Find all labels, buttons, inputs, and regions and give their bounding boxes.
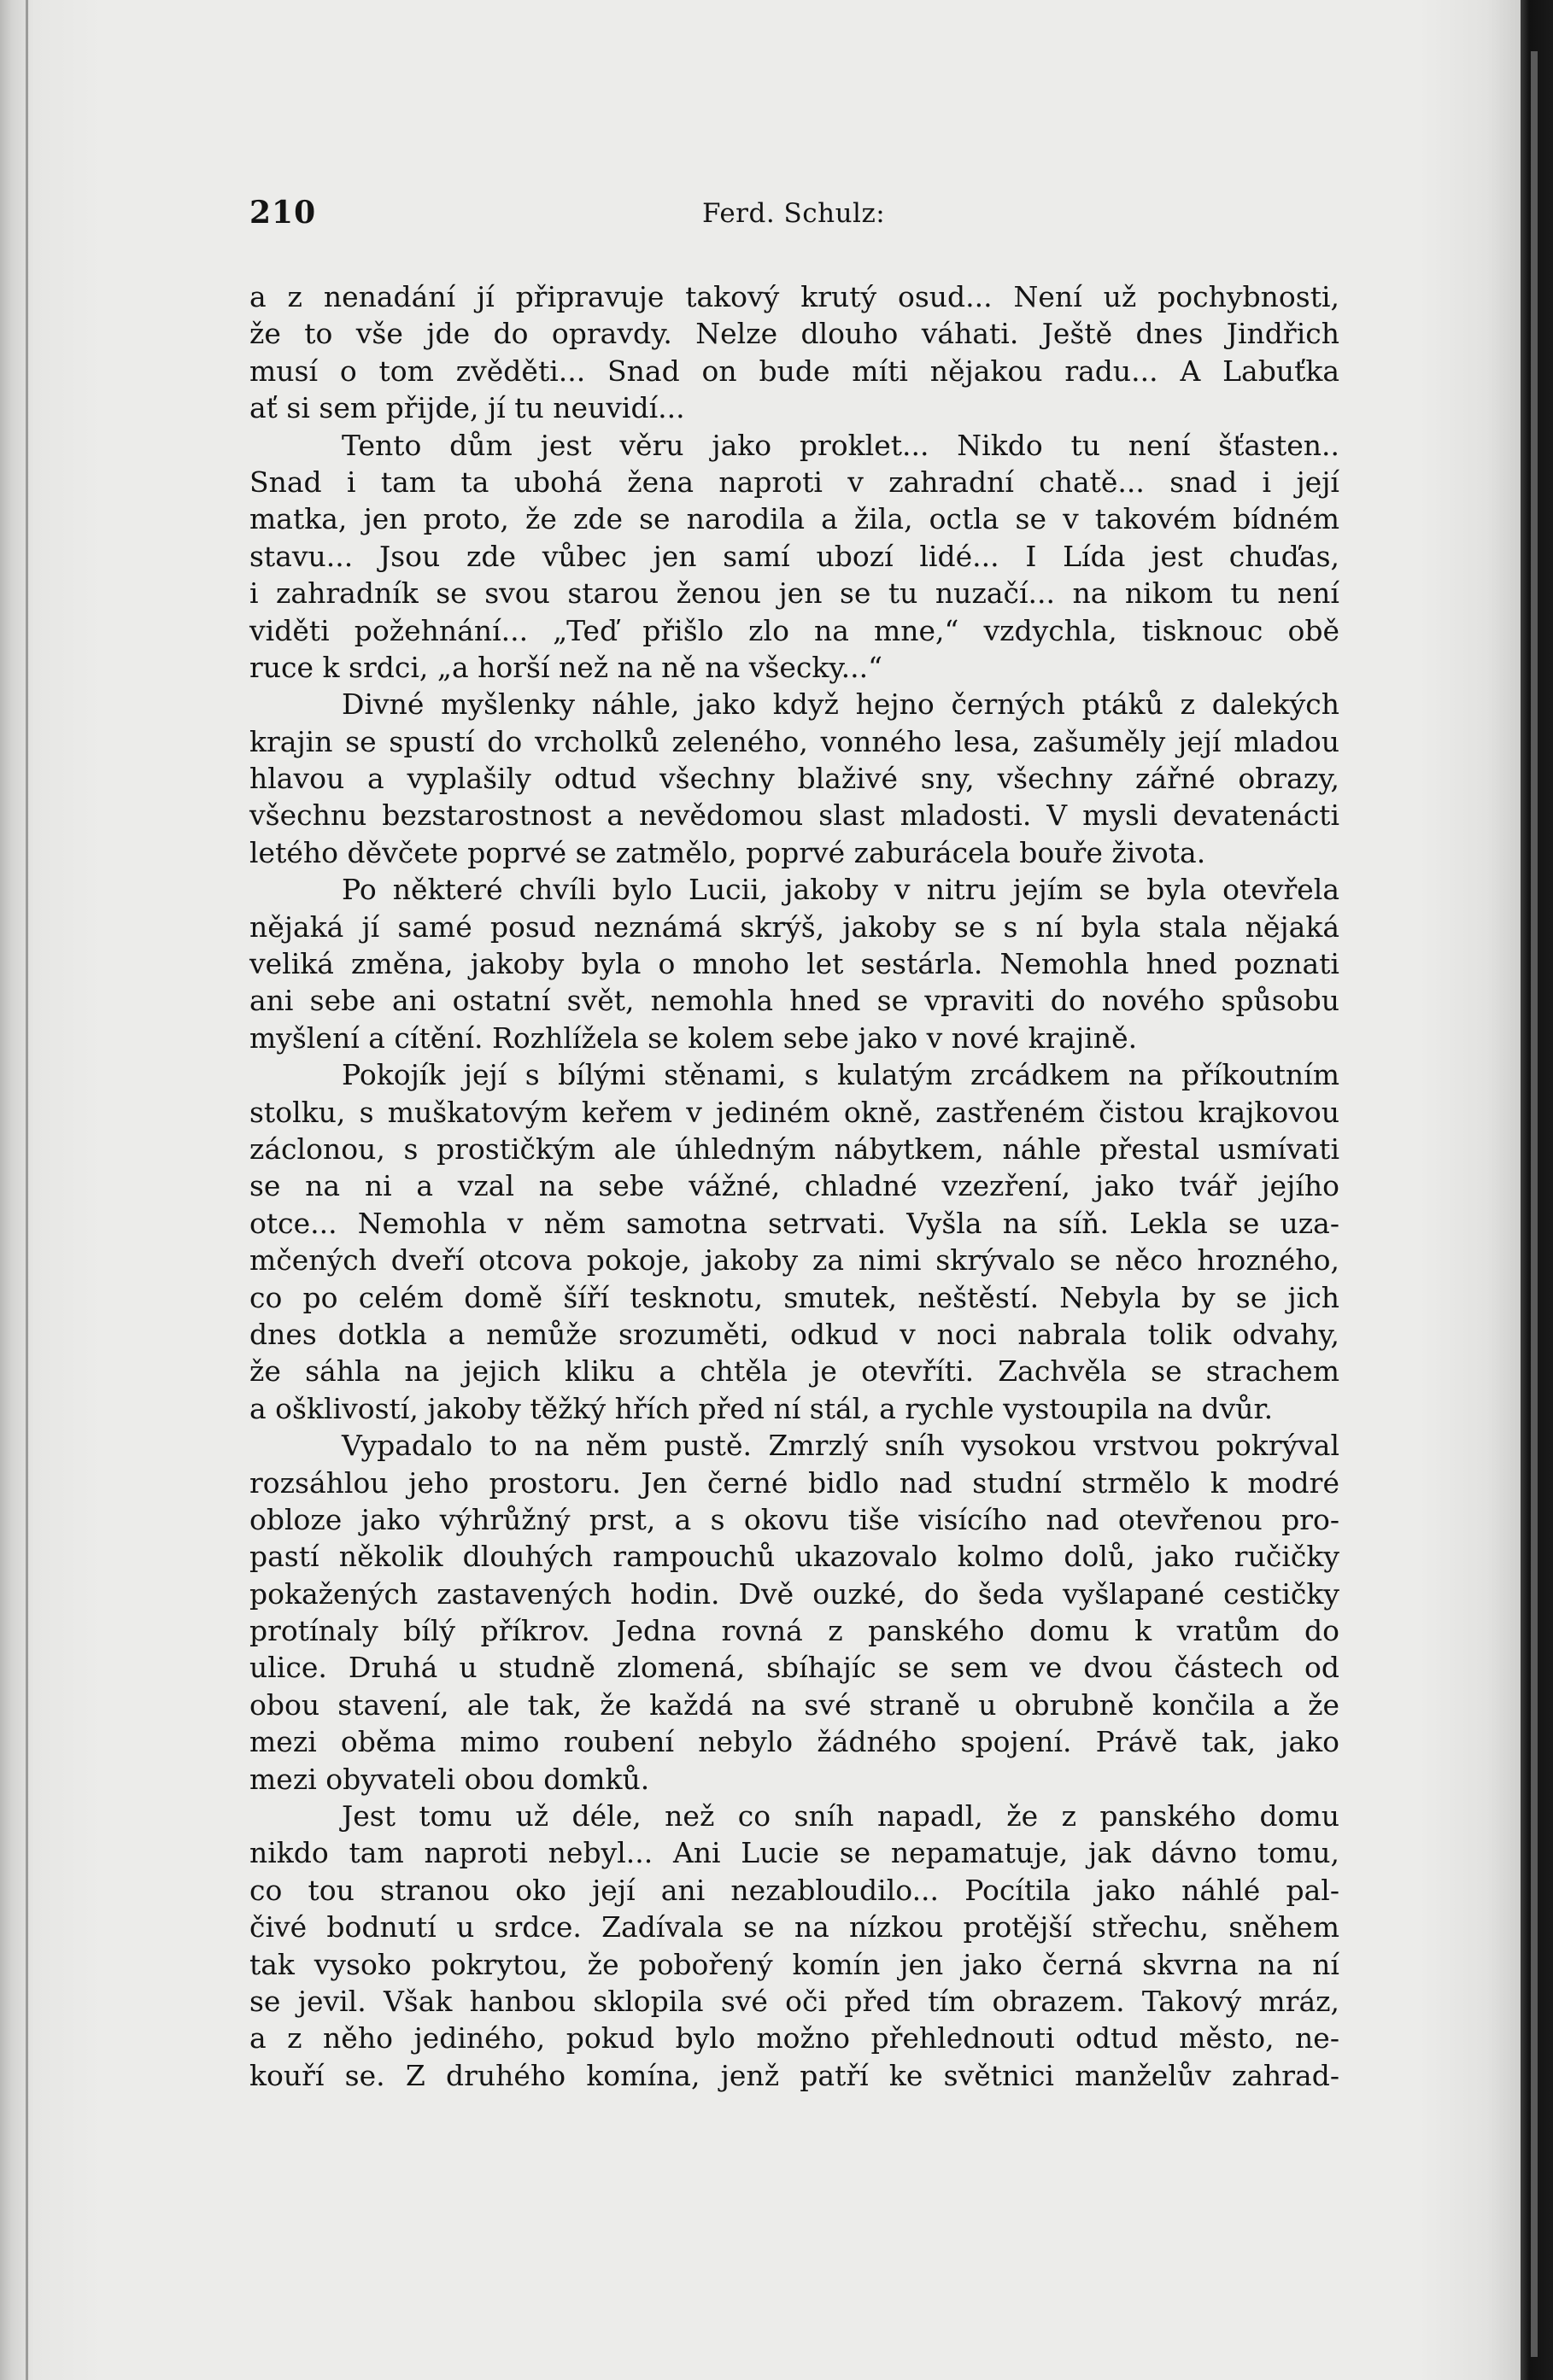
text-line: co po celém domě šíří tesknotu, smutek, neštěstí. Nebyla by se jich (249, 1280, 1339, 1314)
text-line: Snad i tam ta ubohá žena naproti v zahradní chatě... snad i její (249, 465, 1339, 499)
text-line: Pokojík její s bílými stěnami, s kulatým zrcádkem na příkoutním (342, 1058, 1339, 1092)
text-line: letého děvčete poprvé se zatmělo, poprvé zaburácela bouře života. (249, 835, 1206, 869)
text-line: Po některé chvíli bylo Lucii, jakoby v nitru jejím se byla otevřela (342, 873, 1339, 907)
text-line: krajin se spustí do vrcholků zeleného, vonného lesa, zašuměly její mladou (249, 724, 1339, 758)
text-line: myšlení a cítění. Rozhlížela se kolem sebe jako v nové krajině. (249, 1020, 1138, 1055)
text-line: co tou stranou oko její ani nezabloudilo... Pocítila jako náhlé pal- (249, 1873, 1339, 1907)
text-line: stolku, s muškatovým keřem v jediném okně, zastřeném čistou krajkovou (249, 1095, 1339, 1129)
text-line: že to vše jde do opravdy. Nelze dlouho váhati. Ještě dnes Jindřich (249, 317, 1339, 351)
text-line: pokažených zastavených hodin. Dvě ouzké, do šeda vyšlapané cestičky (249, 1576, 1339, 1611)
text-line: tak vysoko pokrytou, že pobořený komín jen jako černá skvrna na ní (249, 1947, 1339, 1981)
text-line: veliká změna, jakoby byla o mnoho let sestárla. Nemohla hned poznati (249, 947, 1339, 981)
text-line: mezi oběma mimo roubení nebylo žádného spojení. Právě tak, jako (249, 1725, 1339, 1759)
text-line: čivé bodnutí u srdce. Zadívala se na nízkou protější střechu, sněhem (249, 1910, 1339, 1944)
text-line: ať si sem přijde, jí tu neuvidí... (249, 391, 685, 425)
body-text (249, 278, 1339, 2094)
binding-shadow (26, 0, 28, 2380)
scanner-edge-strip (1531, 51, 1538, 2357)
text-line: viděti požehnání... „Teď přišlo zlo na mne,“ vzdychla, tisknouc obě (249, 613, 1339, 647)
text-line: hlavou a vyplašily odtud všechny blaživé sny, všechny zářné obrazy, (249, 762, 1339, 796)
text-line: musí o tom zvěděti... Snad on bude míti nějakou radu... A Labuťka (249, 354, 1339, 388)
text-line: Vypadalo to na něm pustě. Zmrzlý sníh vysokou vrstvou pokrýval (342, 1429, 1339, 1463)
text-line: záclonou, s prostičkým ale úhledným nábytkem, náhle přestal usmívati (249, 1132, 1339, 1166)
text-line: Divné myšlenky náhle, jako když hejno černých ptáků z dalekých (342, 687, 1339, 722)
page-header (249, 195, 1339, 237)
text-line: ulice. Druhá u studně zlomená, sbíhajíc se sem ve dvou částech od (249, 1651, 1339, 1685)
text-line: mezi obyvateli obou domků. (249, 1762, 650, 1796)
page-number: 210 (249, 195, 317, 231)
text-line: matka, jen proto, že zde se narodila a žila, octla se v takovém bídném (249, 502, 1339, 536)
text-line: a z nenadání jí připravuje takový krutý osud... Není už pochybnosti, (249, 280, 1339, 313)
text-line: nějaká jí samé posud neznámá skrýš, jakoby se s ní byla stala nějaká (249, 909, 1339, 944)
running-head: Ferd. Schulz: (702, 198, 886, 229)
text-line: nikdo tam naproti nebyl... Ani Lucie se nepamatuje, jak dávno tomu, (249, 1836, 1339, 1870)
text-line: že sáhla na jejich kliku a chtěla je otevříti. Zachvěla se strachem (249, 1354, 1339, 1389)
text-line: všechnu bezstarostnost a nevědomou slast mladosti. V mysli devatenácti (249, 798, 1339, 833)
text-line: obou stavení, ale tak, že každá na své straně u obrubně končila a že (249, 1687, 1339, 1722)
text-line: se jevil. Však hanbou sklopila své oči před tím obrazem. Takový mráz, (249, 1984, 1339, 2018)
text-line: ani sebe ani ostatní svět, nemohla hned se vpraviti do nového spůsobu (249, 984, 1339, 1018)
text-line: i zahradník se svou starou ženou jen se tu nuzačí... na nikom tu není (249, 576, 1339, 611)
text-line: protínaly bílý příkrov. Jedna rovná z panského domu k vratům do (249, 1614, 1339, 1648)
text-line: a ošklivostí, jakoby těžký hřích před ní stál, a rychle vystoupila na dvůr. (249, 1391, 1274, 1425)
text-line: Jest tomu už déle, než co sníh napadl, že z panského domu (342, 1799, 1339, 1833)
scanner-edge (1521, 0, 1553, 2380)
text-line: rozsáhlou jeho prostoru. Jen černé bidlo nad studní strmělo k modré (249, 1465, 1339, 1500)
text-line: kouří se. Z druhého komína, jenž patří ke světnici manželův zahrad- (249, 2058, 1339, 2092)
text-line: a z něho jediného, pokud bylo možno přehlednouti odtud město, ne- (249, 2021, 1339, 2055)
text-line: pastí několik dlouhých rampouchů ukazovalo kolmo dolů, jako ručičky (249, 1540, 1339, 1574)
text-line: se na ni a vzal na sebe vážné, chladné vzezření, jako tvář jejího (249, 1169, 1339, 1203)
text-line: dnes dotkla a nemůže srozuměti, odkud v noci nabrala tolik odvahy, (249, 1317, 1339, 1351)
text-line: obloze jako výhrůžný prst, a s okovu tiše visícího nad otevřenou pro- (249, 1502, 1339, 1536)
text-line: otce... Nemohla v něm samotna setrvati. Vyšla na síň. Lekla se uza- (249, 1206, 1339, 1240)
text-line: Tento dům jest věru jako proklet... Nikdo tu není šťasten.. (342, 428, 1339, 462)
text-line: ruce k srdci, „a horší než na ně na všecky...“ (249, 650, 882, 684)
text-line: mčených dveří otcova pokoje, jakoby za nimi skrývalo se něco hrozného, (249, 1243, 1339, 1278)
text-line: stavu... Jsou zde vůbec jen samí ubozí lidé... I Lída jest chuďas, (249, 539, 1339, 573)
